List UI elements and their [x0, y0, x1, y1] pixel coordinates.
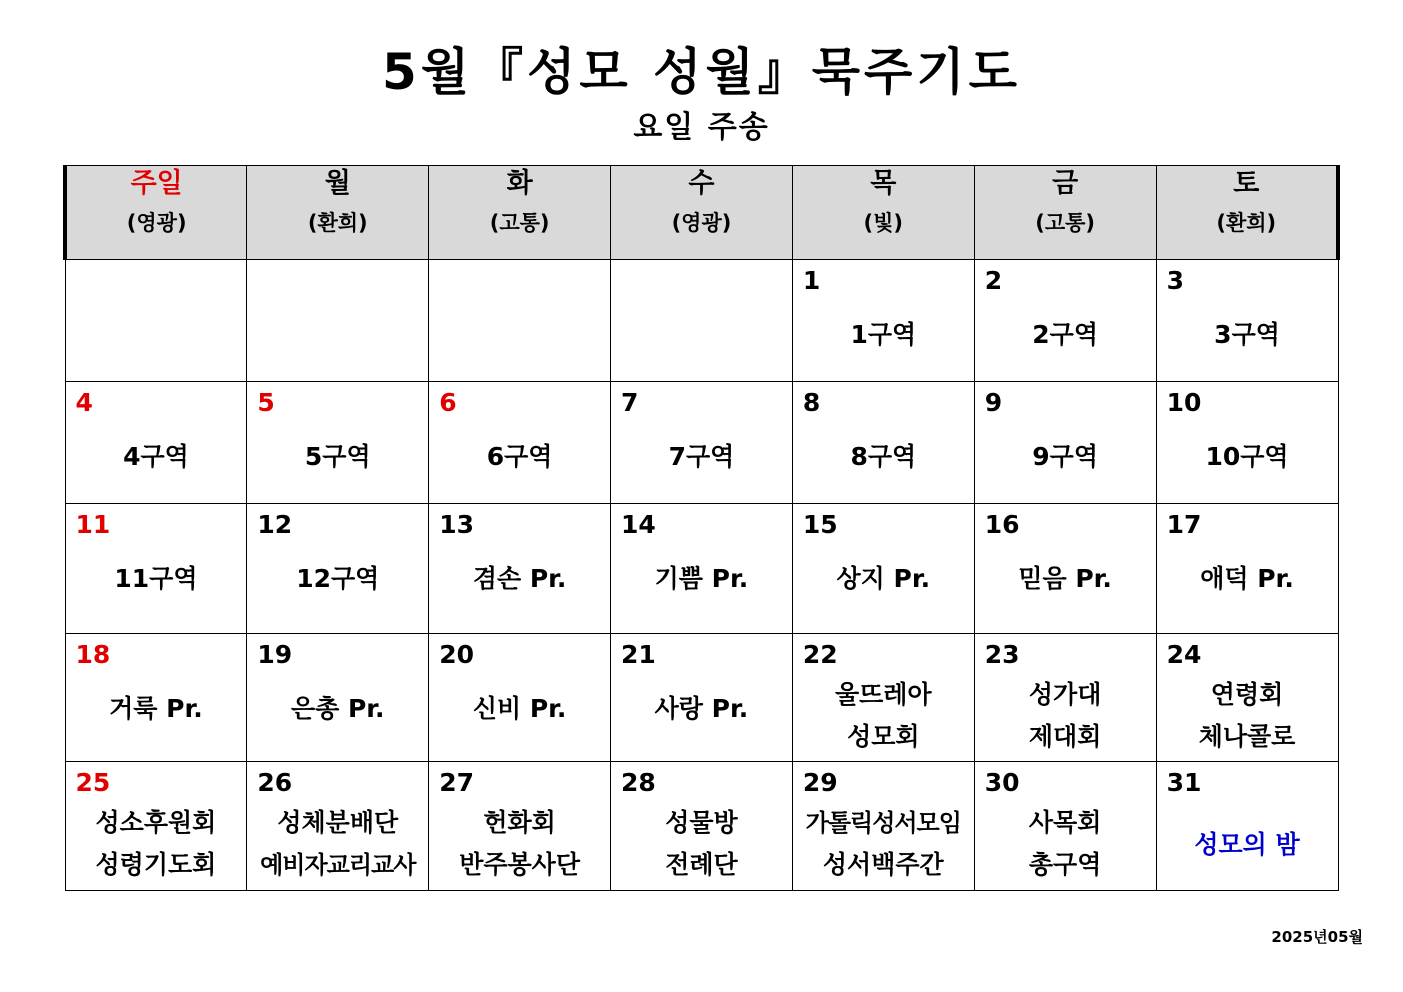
day-cell-content: [429, 260, 610, 381]
day-assignment: 성체분배단: [277, 807, 399, 837]
day-cell-content: [1157, 762, 1338, 890]
day-number: 7: [621, 388, 639, 418]
calendar-day-cell: [611, 260, 793, 382]
day-number: 25: [75, 767, 111, 797]
day-number: 10: [1166, 388, 1202, 418]
calendar-day-cell: [974, 633, 1156, 761]
day-assignment: 성소후원회: [95, 807, 217, 837]
weekday-name: 수: [688, 168, 715, 199]
day-cell-content: [429, 634, 610, 761]
day-assignment: 사랑 Pr.: [654, 693, 749, 723]
calendar-week-row: [65, 633, 1338, 761]
day-number: 11: [75, 510, 111, 540]
calendar-day-cell: [792, 761, 974, 890]
calendar-day-cell: [611, 504, 793, 633]
calendar-day-cell: [974, 504, 1156, 633]
weekday-name: 화: [506, 168, 533, 199]
weekday-mystery: (빛): [863, 211, 904, 235]
day-number: 14: [621, 510, 656, 540]
weekday-header-row: [65, 166, 1338, 260]
weekday-mystery: (환희): [1216, 211, 1277, 235]
day-assignment: 성모회: [847, 721, 920, 751]
day-number: 28: [621, 767, 656, 797]
calendar-day-cell: [974, 761, 1156, 890]
day-cell-content: [793, 504, 974, 632]
day-number: 24: [1166, 639, 1202, 669]
calendar-week-row: [65, 382, 1338, 504]
day-assignment: 겸손 Pr.: [472, 564, 567, 594]
day-assignment: 성모의 밤: [1194, 829, 1300, 859]
calendar-day-cell: [974, 260, 1156, 382]
page-title: 5월『성모 성월』묵주기도: [382, 43, 1021, 101]
day-number: 16: [984, 510, 1020, 540]
day-assignment: 예비자교리교사: [260, 850, 416, 879]
calendar-day-cell: [792, 633, 974, 761]
calendar-week-row: [65, 761, 1338, 890]
weekday-header-thu: [792, 166, 974, 260]
day-number: 4: [75, 388, 93, 418]
day-assignment: 성서백주간: [822, 849, 944, 879]
day-number: 26: [257, 767, 293, 797]
day-cell-content: [247, 634, 428, 761]
calendar-day-cell: [247, 504, 429, 633]
day-assignment: 9구역: [1032, 442, 1098, 472]
day-cell-content: [793, 762, 974, 890]
day-cell-content: [611, 260, 792, 381]
day-number: 17: [1166, 510, 1202, 540]
day-assignment: 12구역: [296, 564, 380, 594]
calendar-day-cell: [792, 260, 974, 382]
weekday-mystery: (영광): [126, 211, 187, 235]
day-assignment: 성물방: [665, 807, 738, 837]
day-number: 1: [802, 266, 821, 295]
calendar-day-cell: [429, 260, 611, 382]
day-number: 5: [257, 388, 275, 418]
calendar-day-cell: [792, 504, 974, 633]
calendar-day-cell: [65, 260, 247, 382]
calendar-week-row: [65, 260, 1338, 382]
calendar-day-cell: [429, 633, 611, 761]
calendar-day-cell: [429, 504, 611, 633]
day-assignment: 은총 Pr.: [290, 693, 385, 723]
day-assignment: 가톨릭성서모임: [805, 808, 961, 837]
day-assignment: 총구역: [1028, 849, 1102, 879]
day-cell-content: [975, 634, 1156, 761]
day-cell-content: [1157, 382, 1338, 503]
calendar-day-cell: [247, 382, 429, 504]
day-assignment: 3구역: [1214, 320, 1280, 349]
day-assignment: 상지 Pr.: [836, 564, 931, 594]
day-number: 29: [802, 767, 838, 797]
day-number: 13: [439, 510, 474, 540]
day-assignment: 2구역: [1032, 320, 1098, 349]
weekday-mystery: (영광): [671, 211, 732, 235]
day-number: 8: [802, 388, 821, 418]
day-assignment: 10구역: [1205, 442, 1289, 472]
calendar-table: [63, 165, 1340, 891]
day-assignment: 거룩 Pr.: [109, 693, 203, 723]
day-assignment: 신비 Pr.: [472, 693, 567, 723]
day-assignment: 성가대: [1028, 679, 1102, 709]
day-assignment: 사목회: [1028, 807, 1102, 837]
day-cell-content: [66, 260, 247, 381]
calendar-day-cell: [1156, 382, 1338, 504]
day-cell-content: [611, 382, 792, 503]
day-number: 2: [984, 266, 1003, 295]
day-number: 12: [257, 510, 293, 540]
calendar-day-cell: [1156, 504, 1338, 633]
day-assignment: 믿음 Pr.: [1018, 564, 1112, 594]
day-assignment: 6구역: [486, 442, 553, 472]
day-cell-content: [975, 260, 1156, 381]
day-number: 3: [1166, 266, 1184, 295]
day-cell-content: [793, 260, 974, 381]
day-cell-content: [66, 762, 247, 890]
weekday-name: 목: [870, 168, 897, 199]
day-cell-content: [975, 504, 1156, 632]
calendar-day-cell: [247, 633, 429, 761]
day-cell-content: [1157, 504, 1338, 632]
calendar-body: [65, 260, 1338, 891]
day-cell-content: [429, 382, 610, 503]
weekday-header-mon: [247, 166, 429, 260]
day-cell-content: [66, 382, 247, 503]
day-cell-content: [247, 762, 428, 890]
day-cell-content: [975, 382, 1156, 503]
day-assignment: 울뜨레아: [834, 679, 932, 709]
weekday-mystery: (환희): [307, 211, 368, 235]
day-cell-content: [429, 504, 610, 632]
calendar-day-cell: [1156, 633, 1338, 761]
day-number: 19: [257, 639, 293, 669]
day-cell-content: [793, 382, 974, 503]
calendar-day-cell: [65, 504, 247, 633]
calendar-day-cell: [65, 761, 247, 890]
weekday-header-sat: [1156, 166, 1338, 260]
calendar-week-row: [65, 504, 1338, 633]
day-assignment: 7구역: [668, 442, 735, 472]
page-subtitle: 요일 주송: [633, 110, 770, 145]
day-assignment: 체나콜로: [1198, 721, 1296, 751]
calendar-day-cell: [974, 382, 1156, 504]
day-number: 18: [75, 639, 111, 669]
calendar-day-cell: [792, 382, 974, 504]
day-number: 31: [1166, 767, 1202, 797]
day-cell-content: [611, 634, 792, 761]
day-number: 23: [984, 639, 1020, 669]
day-number: 20: [439, 639, 474, 669]
day-assignment: 5구역: [304, 442, 371, 472]
day-cell-content: [66, 504, 247, 632]
calendar-day-cell: [429, 382, 611, 504]
day-assignment: 4구역: [123, 442, 189, 472]
footer-date: 2025년05월: [1271, 928, 1363, 946]
weekday-header-fri: [974, 166, 1156, 260]
day-cell-content: [1157, 260, 1338, 381]
day-cell-content: [611, 762, 792, 890]
day-cell-content: [611, 504, 792, 632]
day-cell-content: [975, 762, 1156, 890]
day-assignment: 헌화회: [483, 807, 556, 837]
weekday-name: 토: [1233, 168, 1260, 199]
day-assignment: 기쁨 Pr.: [654, 564, 749, 594]
weekday-name: 주일: [130, 168, 183, 199]
day-cell-content: [247, 382, 428, 503]
day-assignment: 11구역: [114, 564, 198, 594]
calendar-day-cell: [429, 761, 611, 890]
day-assignment: 연령회: [1210, 679, 1284, 709]
day-number: 21: [621, 639, 656, 669]
weekday-mystery: (고통): [489, 211, 550, 235]
calendar-day-cell: [65, 382, 247, 504]
day-number: 9: [984, 388, 1003, 418]
day-assignment: 애덕 Pr.: [1200, 564, 1294, 594]
calendar-day-cell: [611, 382, 793, 504]
calendar-day-cell: [247, 260, 429, 382]
calendar-day-cell: [611, 761, 793, 890]
calendar-day-cell: [1156, 761, 1338, 890]
weekday-name: 금: [1052, 168, 1079, 199]
day-number: 27: [439, 767, 474, 797]
calendar-day-cell: [611, 633, 793, 761]
weekday-mystery: (고통): [1035, 211, 1096, 235]
weekday-header-sun: [65, 166, 247, 260]
day-cell-content: [66, 634, 247, 761]
day-assignment: 제대회: [1028, 721, 1102, 751]
day-assignment: 전례단: [665, 849, 738, 879]
day-cell-content: [247, 504, 428, 632]
day-assignment: 8구역: [850, 442, 917, 472]
calendar-day-cell: [1156, 260, 1338, 382]
day-number: 30: [984, 767, 1020, 797]
calendar-day-cell: [65, 633, 247, 761]
weekday-header-tue: [429, 166, 611, 260]
day-assignment: 성령기도회: [95, 849, 217, 879]
day-number: 15: [802, 510, 838, 540]
day-cell-content: [247, 260, 428, 381]
day-number: 22: [802, 639, 838, 669]
weekday-header-wed: [611, 166, 793, 260]
day-number: 6: [439, 388, 457, 418]
day-assignment: 1구역: [850, 320, 917, 349]
day-cell-content: [793, 634, 974, 761]
weekday-name: 월: [324, 168, 351, 199]
calendar-day-cell: [247, 761, 429, 890]
day-cell-content: [1157, 634, 1338, 761]
day-assignment: 반주봉사단: [459, 849, 580, 879]
day-cell-content: [429, 762, 610, 890]
